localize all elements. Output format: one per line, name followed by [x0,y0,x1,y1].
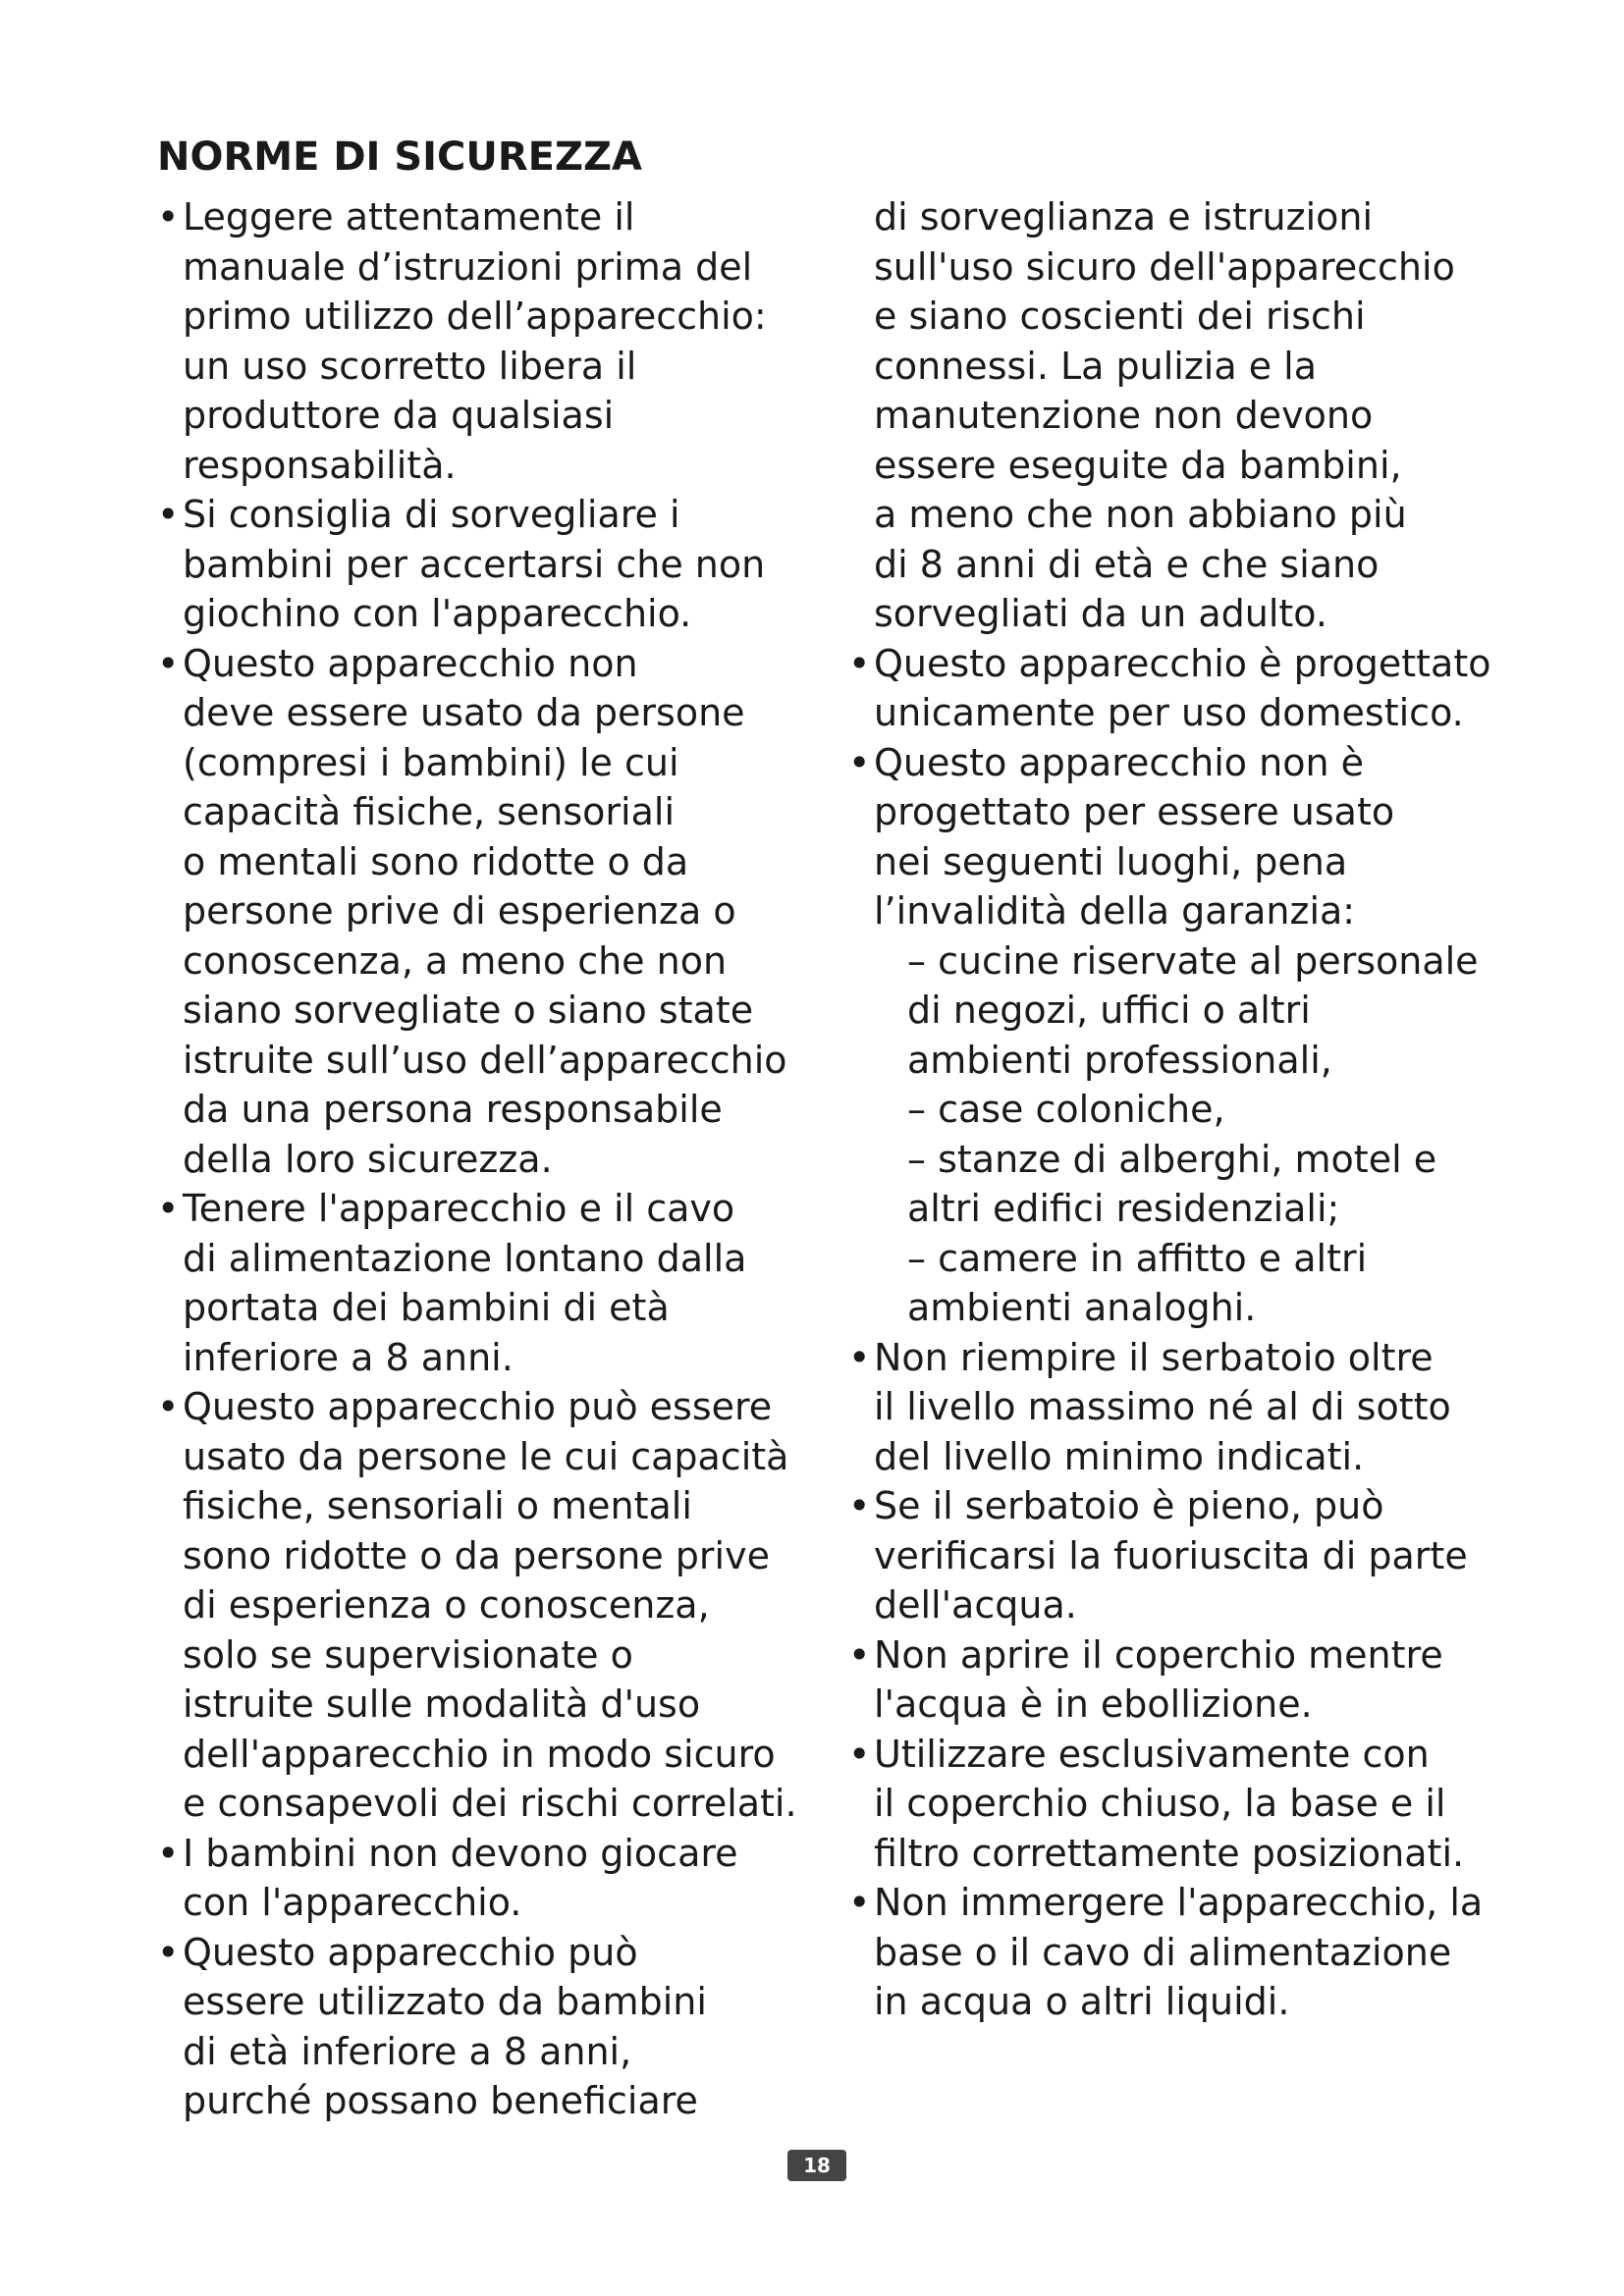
line-text: base o il cavo di alimentazione [874,1930,1452,1974]
text-line [848,688,1536,738]
sub-item-line [848,1135,1536,1185]
text-line [157,292,835,342]
text-line [157,540,835,590]
text-line [848,589,1536,639]
text-line [157,441,835,491]
line-text: – camere in affitto e altri [907,1236,1368,1280]
bullet-item-line [157,192,835,242]
line-text: da una persona responsabile [183,1088,723,1131]
line-text: deve essere usato da persone [183,691,745,734]
line-text: e consapevoli dei rischi correlati. [183,1782,797,1825]
text-line [157,886,835,936]
text-line [157,1036,835,1086]
line-text: il livello massimo né al di sotto [874,1385,1451,1428]
line-text: il coperchio chiuso, la base e il [874,1782,1446,1825]
line-text: di alimentazione lontano dalla [183,1236,747,1280]
line-text: inferiore a 8 anni. [183,1335,514,1379]
line-text: ambienti professionali, [907,1038,1332,1082]
bullet-icon: • [157,1187,180,1230]
line-text: del livello minimo indicati. [874,1434,1365,1478]
line-text: l'acqua è in ebollizione. [874,1682,1313,1726]
text-line [848,1977,1536,2027]
text-line [157,1878,835,1928]
text-line [157,1977,835,2027]
right-column [848,192,1536,2027]
line-text: manutenzione non devono [874,394,1374,437]
bullet-item-line [157,1382,835,1432]
line-text: istruite sull’uso dell’apparecchio [183,1038,787,1082]
text-line [848,1779,1536,1829]
line-text: bambini per accertarsi che non [183,542,766,586]
line-text: in acqua o altri liquidi. [874,1980,1290,2023]
line-text: altri edifici residenziali; [907,1187,1340,1230]
sub-item-line [848,986,1536,1036]
line-text: Si consiglia di sorvegliare i [183,493,680,536]
line-text: e siano coscienti dei rischi [874,294,1366,338]
text-line [157,787,835,837]
bullet-icon: • [848,1484,871,1527]
bullet-item-line [157,1184,835,1234]
line-text: usato da persone le cui capacità [183,1434,789,1478]
left-column [157,192,835,2126]
text-line [848,1580,1536,1630]
text-line [157,1730,835,1780]
bullet-icon: • [848,740,871,784]
line-text: Questo apparecchio non [183,641,638,685]
line-text: Questo apparecchio può [183,1930,638,1974]
text-line [848,886,1536,936]
line-text: fisiche, sensoriali o mentali [183,1484,692,1527]
line-text: Se il serbatoio è pieno, può [874,1484,1384,1527]
bullet-item-line [157,1829,835,1879]
text-line [157,1283,835,1333]
bullet-item-line [157,1928,835,1978]
text-line [157,2027,835,2077]
text-line [157,1630,835,1681]
text-line [157,589,835,639]
line-text: primo utilizzo dell’apparecchio: [183,294,767,338]
bullet-icon: • [848,1335,871,1379]
line-text: della loro sicurezza. [183,1137,553,1181]
line-text: di 8 anni di età e che siano [874,542,1380,586]
text-line [157,1779,835,1829]
bullet-item-line [157,639,835,689]
text-line [848,242,1536,293]
text-line [157,936,835,987]
bullet-icon: • [157,1385,180,1428]
bullet-icon: • [157,1930,180,1974]
line-text: di esperienza o conoscenza, [183,1583,710,1627]
line-text: connessi. La pulizia e la [874,344,1318,388]
sub-item-line [848,936,1536,987]
bullet-icon: • [848,1881,871,1924]
line-text: Questo apparecchio può essere [183,1385,773,1428]
line-text: responsabilità. [183,443,457,487]
text-line [157,1481,835,1531]
text-line [157,391,835,441]
line-text: Tenere l'apparecchio e il cavo [183,1187,735,1230]
line-text: purché possano beneficiare [183,2079,698,2122]
line-text: – cucine riservate al personale [907,938,1479,983]
line-text: portata dei bambini di età [183,1286,670,1329]
page-number-badge: 18 [787,2150,846,2181]
bullet-item-line [848,639,1536,689]
line-text: un uso scorretto libera il [183,344,637,388]
text-line [848,837,1536,887]
text-line [848,292,1536,342]
line-text: sorvegliati da un adulto. [874,592,1327,635]
page-title: NORME DI SICUREZZA [157,134,642,180]
line-text: sono ridotte o da persone prive [183,1533,770,1577]
line-text: (compresi i bambini) le cui [183,740,679,784]
text-line [157,1085,835,1135]
line-text: nei seguenti luoghi, pena [874,839,1348,883]
line-text: istruite sulle modalità d'uso [183,1682,701,1726]
bullet-icon: • [848,641,871,685]
line-text: dell'acqua. [874,1583,1077,1627]
bullet-item-line [848,1630,1536,1681]
text-line [157,986,835,1036]
text-line [848,1928,1536,1978]
text-line [848,192,1536,242]
text-line [848,1382,1536,1432]
text-line [848,540,1536,590]
line-text: a meno che non abbiano più [874,493,1407,536]
line-text: giochino con l'apparecchio. [183,592,692,635]
text-line [848,342,1536,392]
line-text: Questo apparecchio non è [874,740,1365,784]
line-text: Leggere attentamente il [183,195,635,239]
line-text: manuale d’istruzioni prima del [183,244,753,289]
line-text: verificarsi la fuoriuscita di parte [874,1533,1468,1577]
sub-item-line [848,1184,1536,1234]
line-text: Non riempire il serbatoio oltre [874,1335,1434,1379]
line-text: unicamente per uso domestico. [874,691,1464,734]
text-line [848,1829,1536,1879]
line-text: I bambini non devono giocare [183,1831,738,1875]
line-text: con l'apparecchio. [183,1881,522,1924]
line-text: dell'apparecchio in modo sicuro [183,1732,776,1776]
line-text: essere utilizzato da bambini [183,1980,707,2023]
text-line [157,1680,835,1730]
text-line [157,1333,835,1383]
text-line [157,837,835,887]
line-text: di sorveglianza e istruzioni [874,195,1374,239]
line-text: ambienti analoghi. [907,1286,1257,1329]
line-text: progettato per essere usato [874,790,1395,833]
line-text: Non aprire il coperchio mentre [874,1632,1443,1677]
bullet-item-line [848,738,1536,788]
line-text: persone prive di esperienza o [183,889,736,933]
text-line [157,688,835,738]
bullet-icon: • [157,195,180,239]
bullet-item-line [157,490,835,540]
sub-item-line [848,1085,1536,1135]
line-text: Utilizzare esclusivamente con [874,1732,1430,1776]
bullet-icon: • [848,1732,871,1776]
bullet-item-line [848,1730,1536,1780]
line-text: di negozi, uffici o altri [907,988,1311,1032]
line-text: – case coloniche, [907,1088,1225,1131]
text-line [157,1234,835,1284]
line-text: conoscenza, a meno che non [183,938,728,983]
text-line [848,1531,1536,1581]
line-text: produttore da qualsiasi [183,394,615,437]
line-text: siano sorvegliate o siano state [183,988,754,1032]
text-line [157,2076,835,2126]
text-line [157,242,835,293]
text-line [157,1580,835,1630]
bullet-icon: • [848,1632,871,1677]
line-text: – stanze di alberghi, motel e [907,1137,1437,1181]
line-text: sull'uso sicuro dell'apparecchio [874,244,1455,289]
text-line [157,1531,835,1581]
line-text: l’invalidità della garanzia: [874,889,1356,933]
bullet-item-line [848,1481,1536,1531]
text-line [157,1432,835,1482]
bullet-item-line [848,1878,1536,1928]
line-text: capacità fisiche, sensoriali [183,790,675,833]
text-line [848,1432,1536,1482]
line-text: essere eseguite da bambini, [874,443,1402,487]
bullet-item-line [848,1333,1536,1383]
line-text: solo se supervisionate o [183,1632,633,1677]
text-line [848,787,1536,837]
text-line [157,738,835,788]
text-line [848,490,1536,540]
text-line [157,1135,835,1185]
line-text: Non immergere l'apparecchio, la [874,1881,1484,1924]
line-text: Questo apparecchio è progettato [874,641,1491,685]
line-text: filtro correttamente posizionati. [874,1831,1465,1875]
line-text: di età inferiore a 8 anni, [183,2029,632,2073]
bullet-icon: • [157,493,180,536]
line-text: o mentali sono ridotte o da [183,839,689,883]
text-line [157,342,835,392]
text-line [848,391,1536,441]
text-line [848,1680,1536,1730]
sub-item-line [848,1283,1536,1333]
sub-item-line [848,1234,1536,1284]
sub-item-line [848,1036,1536,1086]
text-line [848,441,1536,491]
bullet-icon: • [157,641,180,685]
bullet-icon: • [157,1831,180,1875]
